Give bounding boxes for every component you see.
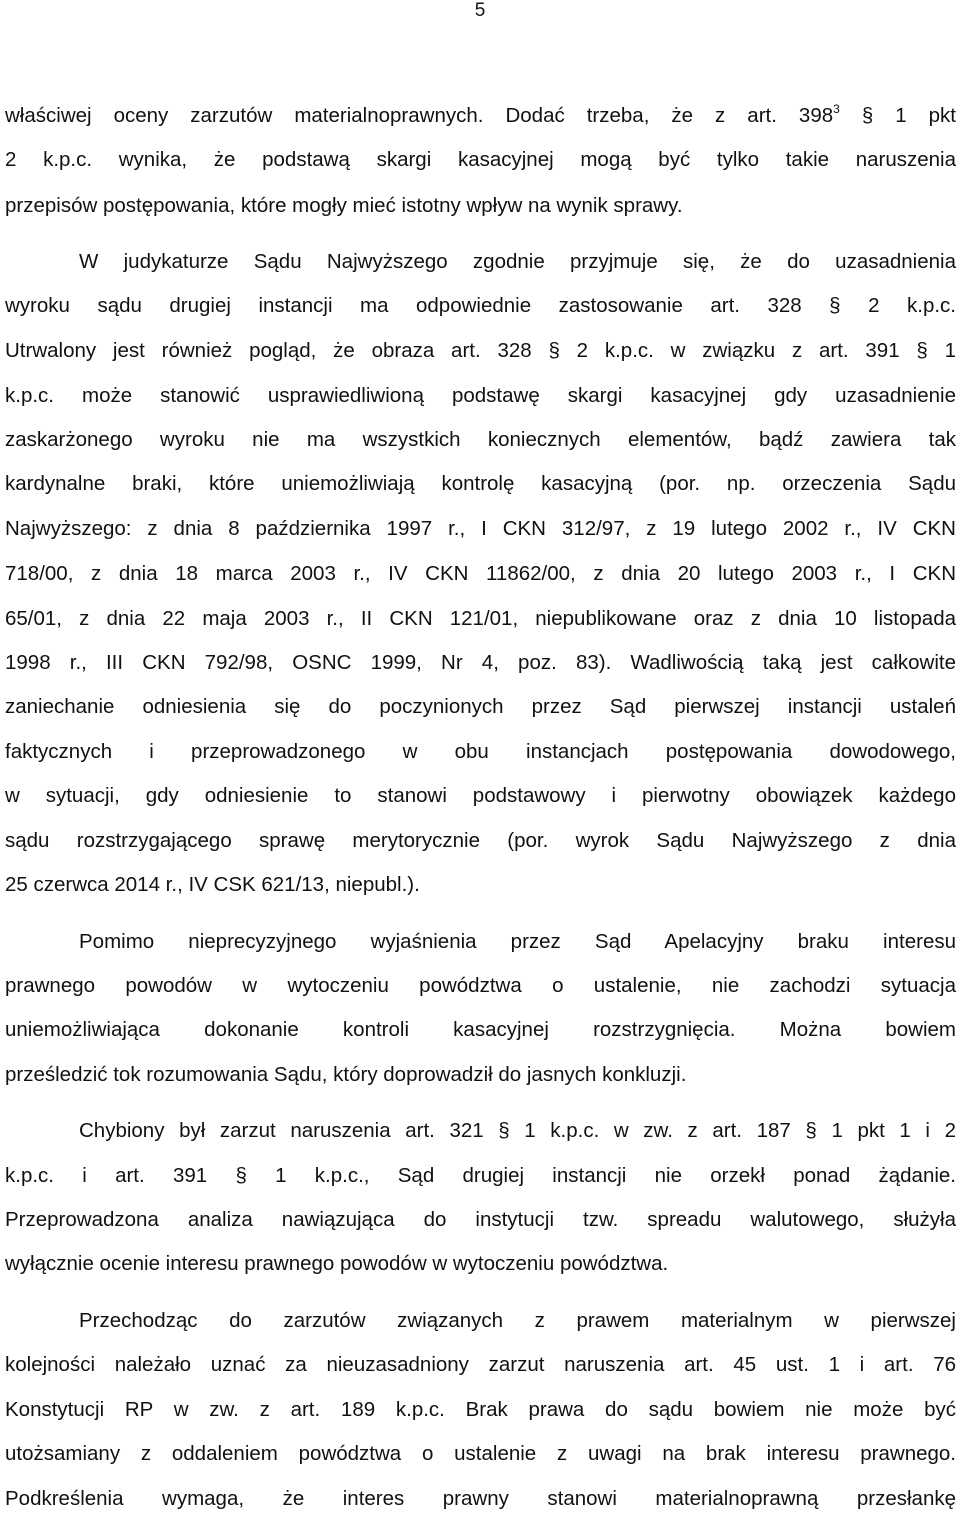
text-line: 25 czerwca 2014 r., IV CSK 621/13, niepubl.). bbox=[5, 873, 420, 896]
text-line: kolejności należało uznać za nieuzasadniony zarzut naruszenia art. 45 ust. 1 i art. 76 bbox=[5, 1353, 956, 1376]
text-line: zaniechanie odniesienia się do poczynionych przez Sąd pierwszej instancji ustaleń bbox=[5, 695, 956, 718]
superscript: 3 bbox=[833, 102, 840, 116]
text-line: Najwyższego: z dnia 8 października 1997 r., I CKN 312/97, z 19 lutego 2002 r., IV CKN bbox=[5, 517, 956, 540]
text-line: k.p.c. może stanowić usprawiedliwioną podstawę skargi kasacyjnej gdy uzasadnienie bbox=[5, 384, 956, 407]
text-line: Przechodząc do zarzutów związanych z prawem materialnym w pierwszej bbox=[79, 1309, 956, 1332]
text-line: prześledzić tok rozumowania Sądu, który doprowadził do jasnych konkluzji. bbox=[5, 1063, 687, 1086]
text-line: wyłącznie ocenie interesu prawnego powodów w wytoczeniu powództwa. bbox=[5, 1252, 669, 1275]
text-line: Pomimo nieprecyzyjnego wyjaśnienia przez Sąd Apelacyjny braku interesu bbox=[79, 930, 956, 953]
text-line-tail: § 1 pkt bbox=[861, 104, 956, 127]
text-line: uniemożliwiająca dokonanie kontroli kasacyjnej rozstrzygnięcia. Można bowiem bbox=[5, 1018, 956, 1041]
text-line: sądu rozstrzygającego sprawę merytorycznie (por. wyrok Sądu Najwyższego z dnia bbox=[5, 829, 956, 852]
text-line: Chybiony był zarzut naruszenia art. 321 § 1 k.p.c. w zw. z art. 187 § 1 pkt 1 i 2 bbox=[79, 1119, 956, 1142]
text-line-main: właściwej oceny zarzutów materialnoprawnych. Dodać trzeba, że z art. 398 bbox=[5, 104, 834, 127]
text-line: Podkreślenia wymaga, że interes prawny stanowi materialnoprawną przesłankę bbox=[5, 1487, 956, 1510]
text-line: 1998 r., III CKN 792/98, OSNC 1999, Nr 4, poz. 83). Wadliwością taką jest całkowite bbox=[5, 651, 956, 674]
text-line: 718/00, z dnia 18 marca 2003 r., IV CKN 11862/00, z dnia 20 lutego 2003 r., I CKN bbox=[5, 562, 956, 585]
text-line: kardynalne braki, które uniemożliwiają kontrolę kasacyjną (por. np. orzeczenia Sądu bbox=[5, 472, 956, 495]
text-line: zaskarżonego wyroku nie ma wszystkich koniecznych elementów, bądź zawiera tak bbox=[5, 428, 956, 451]
text-line: 2 k.p.c. wynika, że podstawą skargi kasacyjnej mogą być tylko takie naruszenia bbox=[5, 148, 956, 171]
text-line: w sytuacji, gdy odniesienie to stanowi podstawowy i pierwotny obowiązek każdego bbox=[5, 784, 956, 807]
page-number: 5 bbox=[474, 0, 486, 21]
text-line: k.p.c. i art. 391 § 1 k.p.c., Sąd drugiej instancji nie orzekł ponad żądanie. bbox=[5, 1164, 956, 1187]
text-line bbox=[5, 103, 956, 129]
text-line: 65/01, z dnia 22 maja 2003 r., II CKN 121/01, niepublikowane oraz z dnia 10 listopada bbox=[5, 607, 956, 630]
text-line: Konstytucji RP w zw. z art. 189 k.p.c. Brak prawa do sądu bowiem nie może być bbox=[5, 1398, 956, 1421]
text-line: W judykaturze Sądu Najwyższego zgodnie przyjmuje się, że do uzasadnienia bbox=[79, 250, 956, 273]
text-line: faktycznych i przeprowadzonego w obu instancjach postępowania dowodowego, bbox=[5, 740, 956, 763]
text-line: Utrwalony jest również pogląd, że obraza art. 328 § 2 k.p.c. w związku z art. 391 § 1 bbox=[5, 339, 956, 362]
text-line: utożsamiany z oddaleniem powództwa o ustalenie z uwagi na brak interesu prawnego. bbox=[5, 1442, 956, 1465]
text-line: prawnego powodów w wytoczeniu powództwa o ustalenie, nie zachodzi sytuacja bbox=[5, 974, 956, 997]
text-line: wyroku sądu drugiej instancji ma odpowiednie zastosowanie art. 328 § 2 k.p.c. bbox=[5, 294, 956, 317]
text-line: Przeprowadzona analiza nawiązująca do instytucji tzw. spreadu walutowego, służyła bbox=[5, 1208, 956, 1231]
text-line: przepisów postępowania, które mogły mieć istotny wpływ na wynik sprawy. bbox=[5, 194, 683, 217]
